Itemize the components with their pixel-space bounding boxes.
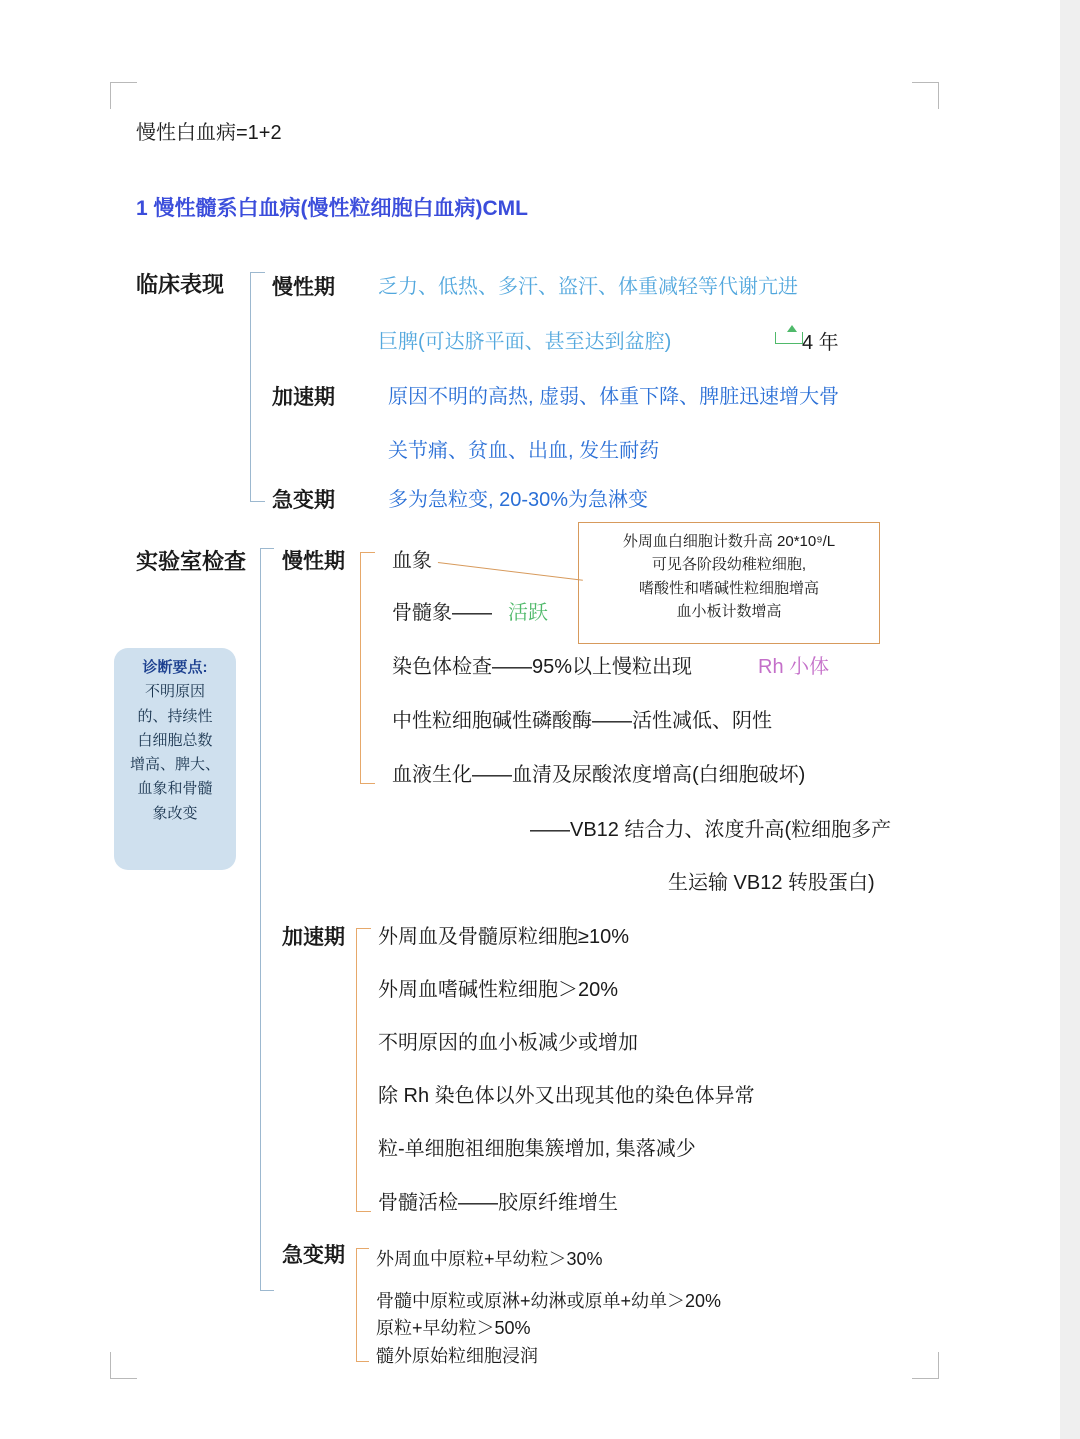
lab-spine-top-tick <box>260 548 274 549</box>
lab-accelerated-item-2: 外周血嗜碱性粒细胞＞20% <box>378 979 619 1001</box>
lab-spine <box>260 548 261 1290</box>
lab-accelerated-item-1: 外周血及骨髓原粒细胞≥10% <box>378 926 630 948</box>
clinical-blast-line-1: 多为急粒变, 20-30%为急淋变 <box>388 489 649 511</box>
bracket-lab-blast <box>356 1248 369 1362</box>
lab-chronic-item-2: 骨髓象—— <box>392 602 492 624</box>
lab-accelerated-item-5: 粒-单细胞祖细胞集簇增加, 集落减少 <box>378 1138 696 1160</box>
clinical-stage-chronic: 慢性期 <box>272 276 335 299</box>
callout-line-1: 外周血白细胞计数升高 20*10⁹/L <box>622 533 836 550</box>
bracket-lab-chronic <box>360 552 375 784</box>
lab-blast-item-1: 外周血中原粒+早幼粒＞30% <box>376 1249 603 1269</box>
lab-blast-item-2: 骨髓中原粒或原淋+幼淋或原单+幼单＞20% <box>376 1291 722 1311</box>
clinical-accelerated-line-1: 原因不明的高热, 虚弱、体重下降、脾脏迅速增大骨 <box>388 386 840 408</box>
group-label-lab: 实验室检查 <box>136 549 247 574</box>
lab-accelerated-item-4: 除 Rh 染色体以外又出现其他的染色体异常 <box>378 1085 755 1107</box>
crop-mark-top-right <box>912 82 939 109</box>
diagnosis-key-points-box <box>114 648 236 870</box>
lab-blast-item-3: 原粒+早幼粒＞50% <box>376 1318 531 1338</box>
lab-accelerated-item-6: 骨髓活检——胶原纤维增生 <box>378 1192 618 1214</box>
diagnosis-line-6: 象改变 <box>152 804 198 822</box>
crop-mark-bottom-left <box>110 1352 137 1379</box>
lab-chronic-item-3-value: Rh 小体 <box>758 656 830 678</box>
bracket-lab-accelerated <box>356 928 371 1212</box>
diagnosis-line-5: 血象和骨髓 <box>137 780 213 798</box>
crop-mark-top-left <box>110 82 137 109</box>
clinical-stage-blast: 急变期 <box>272 489 335 512</box>
lab-chronic-item-5: 血液生化——血清及尿酸浓度增高(白细胞破坏) <box>392 764 806 786</box>
clinical-chronic-line-2: 巨脾(可达脐平面、甚至达到盆腔) <box>378 331 672 353</box>
diagnosis-line-4: 增高、脾大、 <box>129 756 220 774</box>
callout-leader-line <box>438 562 583 581</box>
lab-chronic-item-1: 血象 <box>392 550 432 572</box>
lab-chronic-item-4: 中性粒细胞碱性磷酸酶——活性减低、阴性 <box>392 710 772 732</box>
page-title: 慢性白血病=1+2 <box>136 122 282 144</box>
diagnosis-line-2: 的、持续性 <box>137 707 213 725</box>
lab-chronic-item-3: 染色体检查——95%以上慢粒出现 <box>392 656 698 678</box>
lab-chronic-extra-1: ——VB12 结合力、浓度升高(粒细胞多产 <box>530 819 892 841</box>
clinical-accelerated-line-2: 关节痛、贫血、出血, 发生耐药 <box>388 440 660 462</box>
callout-line-2: 可见各阶段幼稚粒细胞, <box>651 556 807 574</box>
section-heading: 1 慢性髓系白血病(慢性粒细胞白血病)CML <box>136 197 528 220</box>
clinical-chronic-line-1: 乏力、低热、多汗、盗汗、体重减轻等代谢亢进 <box>378 276 798 298</box>
lab-stage-chronic: 慢性期 <box>282 550 345 573</box>
clinical-stage-accelerated: 加速期 <box>272 386 335 409</box>
lab-chronic-item-2-value: 活跃 <box>508 602 548 624</box>
lab-accelerated-item-3: 不明原因的血小板减少或增加 <box>378 1032 638 1054</box>
diagnosis-line-3: 白细胞总数 <box>137 731 213 749</box>
callout-line-4: 血小板计数增高 <box>676 602 782 620</box>
bracket-clinical <box>250 272 265 502</box>
clinical-chronic-duration: 4 年 <box>802 332 839 354</box>
callout-line-3: 嗜酸性和嗜碱性粒细胞增高 <box>638 579 819 597</box>
page-right-margin <box>1060 0 1080 1439</box>
group-label-clinical: 临床表现 <box>136 272 225 297</box>
diagnosis-line-1: 不明原因 <box>144 683 205 701</box>
lab-stage-blast: 急变期 <box>282 1244 345 1267</box>
duration-arrow-icon <box>775 332 803 344</box>
lab-blast-item-4: 髓外原始粒细胞浸润 <box>376 1346 538 1366</box>
callout-blood-picture <box>578 522 880 644</box>
crop-mark-bottom-right <box>912 1352 939 1379</box>
diagnosis-heading: 诊断要点: <box>142 659 208 676</box>
lab-stage-accelerated: 加速期 <box>282 926 345 949</box>
lab-chronic-extra-2: 生运输 VB12 转股蛋白) <box>668 872 875 894</box>
lab-spine-bottom-tick <box>260 1290 274 1291</box>
